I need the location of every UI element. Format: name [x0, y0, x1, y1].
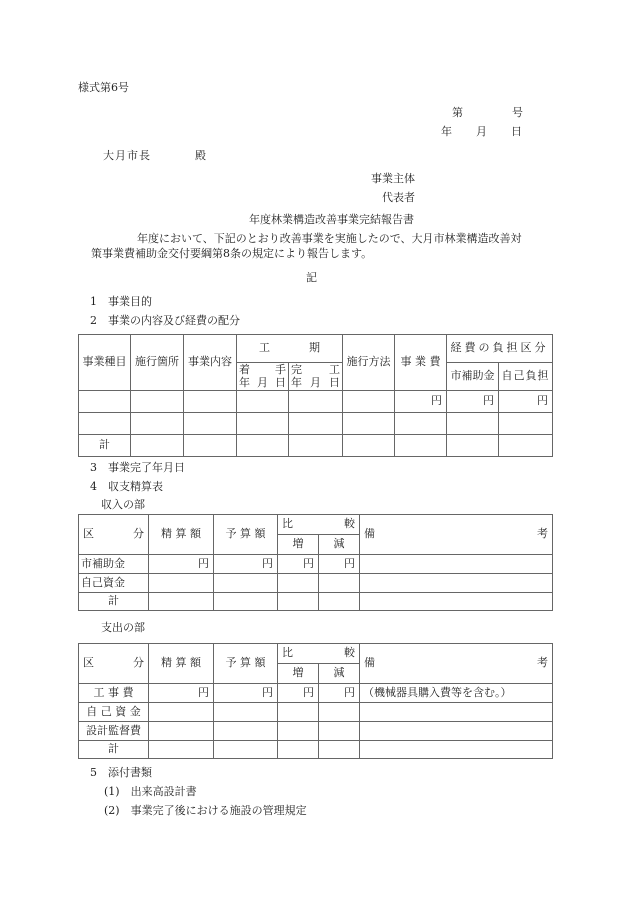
table-row: 工 事 費 円 円 円 円 （機械器具購入費等を含む。） [79, 684, 553, 703]
header-start: 着 手 年 月 日 [237, 363, 289, 391]
income-label: 収入の部 [101, 498, 145, 511]
section-4: 4 収支精算表 [90, 480, 163, 493]
date-year: 年 [441, 125, 452, 138]
header-method: 施行方法 [343, 335, 395, 391]
header-note: 備 考 [360, 644, 553, 684]
table-row [79, 413, 553, 435]
header-compare: 比 較 [278, 515, 360, 535]
document-title: 年度林業構造改善事業完結報告書 [249, 213, 414, 226]
header-settlement: 精 算 額 [149, 515, 214, 555]
table-row-total [79, 435, 553, 457]
table-row: 設計監督費 [79, 722, 553, 741]
header-burden: 経費の負担区分 [447, 335, 553, 363]
doc-number-suffix: 号 [512, 106, 523, 119]
header-budget: 予 算 額 [214, 644, 278, 684]
date-month: 月 [476, 125, 487, 138]
table-row-total: 計 [79, 741, 553, 759]
table-row: 自 己 資 金 [79, 703, 553, 722]
header-category: 区 分 [79, 644, 149, 684]
header-period: 工 期 [237, 335, 343, 363]
table-row: 市補助金 円 円 円 円 [79, 555, 553, 574]
ki-heading: 記 [306, 271, 317, 284]
income-table [78, 514, 553, 611]
body-text-line1: 年度において、下記のとおり改善事業を実施したので、大月市林業構造改善対 [137, 232, 522, 245]
subsidy-cell[interactable]: 円 [447, 391, 499, 413]
sender-entity: 事業主体 [371, 172, 415, 185]
note-cell[interactable]: （機械器具購入費等を含む。） [360, 684, 553, 703]
section-3: 3 事業完了年月日 [90, 461, 185, 474]
header-settlement: 精 算 額 [149, 644, 214, 684]
self-cell[interactable]: 円 [499, 391, 553, 413]
total-label: 計 [79, 435, 131, 457]
addressee-name: 大月市長 [103, 149, 151, 162]
doc-number-prefix: 第 [452, 106, 463, 119]
table-row [79, 391, 553, 413]
section-2: 2 事業の内容及び経費の配分 [90, 314, 240, 327]
header-note: 備 考 [360, 515, 553, 555]
header-end: 完 工 年 月 日 [289, 363, 343, 391]
header-budget: 予 算 額 [214, 515, 278, 555]
project-table [78, 334, 553, 457]
body-text-line2: 策事業費補助金交付要綱第8条の規定により報告します。 [91, 247, 373, 260]
expense-label: 支出の部 [101, 621, 145, 634]
attachment-item: (1) 出来高設計書 [104, 785, 197, 798]
cost-cell[interactable]: 円 [395, 391, 447, 413]
addressee-honorific: 殿 [195, 149, 206, 162]
table-row-total: 計 [79, 593, 553, 611]
header-decrease: 減 [319, 664, 360, 684]
header-increase: 増 [278, 535, 319, 555]
header-cost: 事 業 費 [395, 335, 447, 391]
expense-table [78, 643, 553, 759]
header-decrease: 減 [319, 535, 360, 555]
header-place: 施行箇所 [131, 335, 184, 391]
header-increase: 増 [278, 664, 319, 684]
header-subsidy: 市補助金 [447, 363, 499, 391]
attachment-item: (2) 事業完了後における施設の管理規定 [104, 804, 307, 817]
header-compare: 比 較 [278, 644, 360, 664]
header-category: 区 分 [79, 515, 149, 555]
section-5: 5 添付書類 [90, 766, 152, 779]
header-project-type: 事業種目 [79, 335, 131, 391]
section-1: 1 事業目的 [90, 295, 152, 308]
table-row: 自己資金 [79, 574, 553, 593]
form-number: 様式第6号 [78, 81, 129, 94]
header-content: 事業内容 [184, 335, 237, 391]
header-self-burden: 自己負担 [499, 363, 553, 391]
date-day: 日 [511, 125, 522, 138]
sender-representative: 代表者 [382, 191, 415, 204]
